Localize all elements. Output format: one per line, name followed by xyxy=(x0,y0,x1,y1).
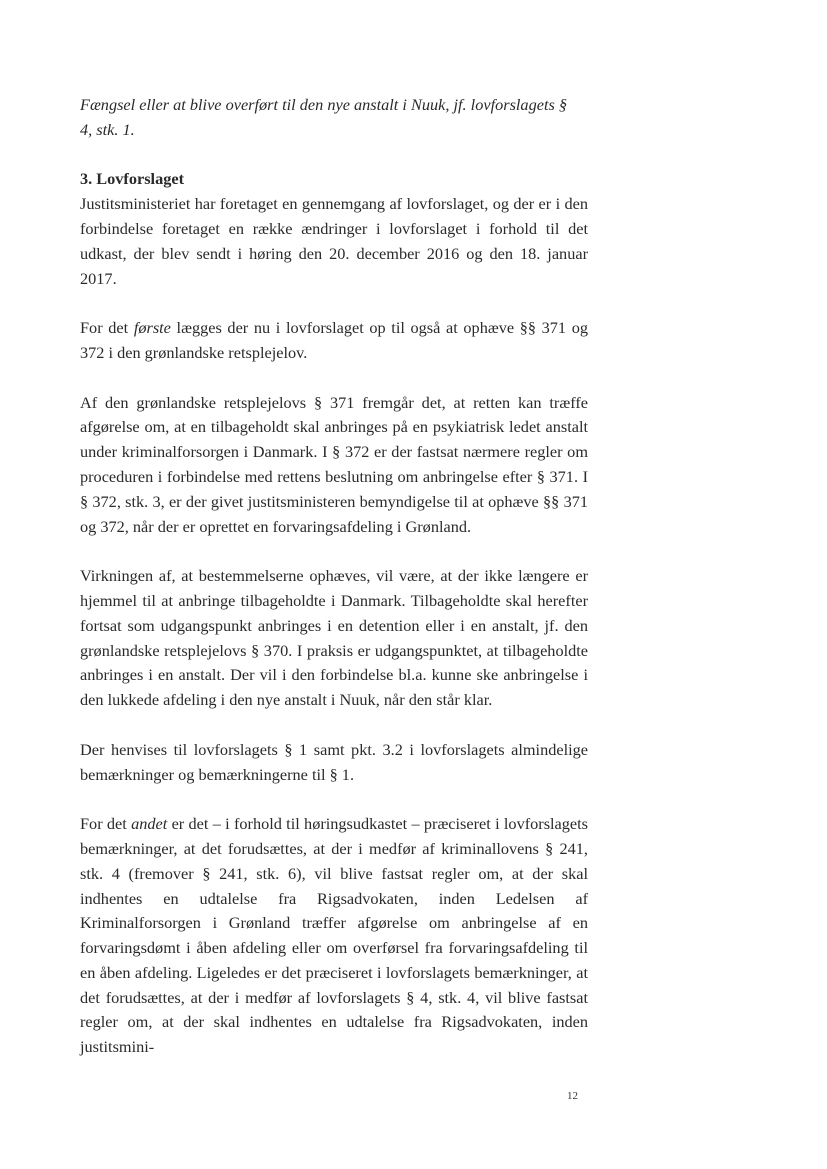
page-body xyxy=(80,93,588,1085)
paragraph-2 xyxy=(80,316,588,366)
paragraph-2-rest: lægges der nu i lovforslaget op til også at ophæve §§ 371 og 372 i den grønlandske retsplejelov. xyxy=(80,318,588,362)
paragraph-6-rest: er det – i forhold til høringsudkastet – præciseret i lovforslagets bemærkninger, at det forudsættes, at der i medfør af kriminallovens § 241, stk. 4 (fremover § 241, stk. 6), vil blive fastsat regler om, at der skal indhentes en udtalelse fra Rigsadvokaten, inden Ledelsen af Kriminalforsorgen i Grønland træffer afgørelse om anbringelse af en forvaringsdømt i åben afdeling eller om overførsel fra forvaringsafdeling til en åben afdeling. Ligeledes er det præciseret i lovforslagets bemærkninger, at det forudsættes, at der i medfør af lovforslagets § 4, stk. 4, vil blive fastsat regler om, at der skal indhentes en udtalelse fra Rigsadvokaten, inden justitsmini- xyxy=(80,814,589,1057)
intro-continuation xyxy=(80,93,588,143)
paragraph-6 xyxy=(80,812,588,1060)
emphasis-andet: andet xyxy=(131,814,168,834)
paragraph-5: Der henvises til lovforslagets § 1 samt pkt. 3.2 i lovforslagets almindelige bemærkninger og bemærkningerne til § 1. xyxy=(80,739,588,784)
section-lovforslaget xyxy=(80,167,588,291)
emphasis-foerste: første xyxy=(133,318,171,338)
paragraph-2-start: For det xyxy=(80,318,134,338)
intro-line-2: 4, stk. 1. xyxy=(80,119,135,139)
paragraph-3: Af den grønlandske retsplejelovs § 371 fremgår det, at retten kan træffe afgørelse om, at en tilbageholdt skal anbringes på en psykiatrisk ledet anstalt under kriminalforsorgen i Danmark. I § 372 er der fastsat nærmere regler om proceduren i forbindelse med rettens beslutning om anbringelse efter § 371. I § 372, stk. 3, er der givet justitsministeren bemyndigelse til at ophæve §§ 371 og 372, når der er oprettet en forvaringsafdeling i Grønland. xyxy=(80,392,588,536)
section-heading: 3. Lovforslaget xyxy=(80,169,184,189)
page-number: 12 xyxy=(567,1090,578,1102)
paragraph-1: Justitsministeriet har foretaget en gennemgang af lovforslaget, og der er i den forbindelse foretaget en række ændringer i lovforslaget i forhold til det udkast, der blev sendt i høring den 20. december 2016 og den 18. januar 2017. xyxy=(80,194,588,288)
paragraph-6-start: For det xyxy=(80,814,132,834)
intro-line-1: Fængsel eller at blive overført til den nye anstalt i Nuuk, jf. lovforslagets § xyxy=(80,95,568,114)
paragraph-4: Virkningen af, at bestemmelserne ophæves, vil være, at der ikke længere er hjemmel til at anbringe tilbageholdte i Danmark. Tilbageholdte skal herefter fortsat som udgangspunkt anbringes i en detention eller i en anstalt, jf. den grønlandske retsplejelovs § 370. I praksis er udgangspunktet, at tilbageholdte anbringes i en anstalt. Der vil i den forbindelse bl.a. kunne ske anbringelse i den lukkede afdeling i den nye anstalt i Nuuk, når den står klar. xyxy=(80,566,588,710)
